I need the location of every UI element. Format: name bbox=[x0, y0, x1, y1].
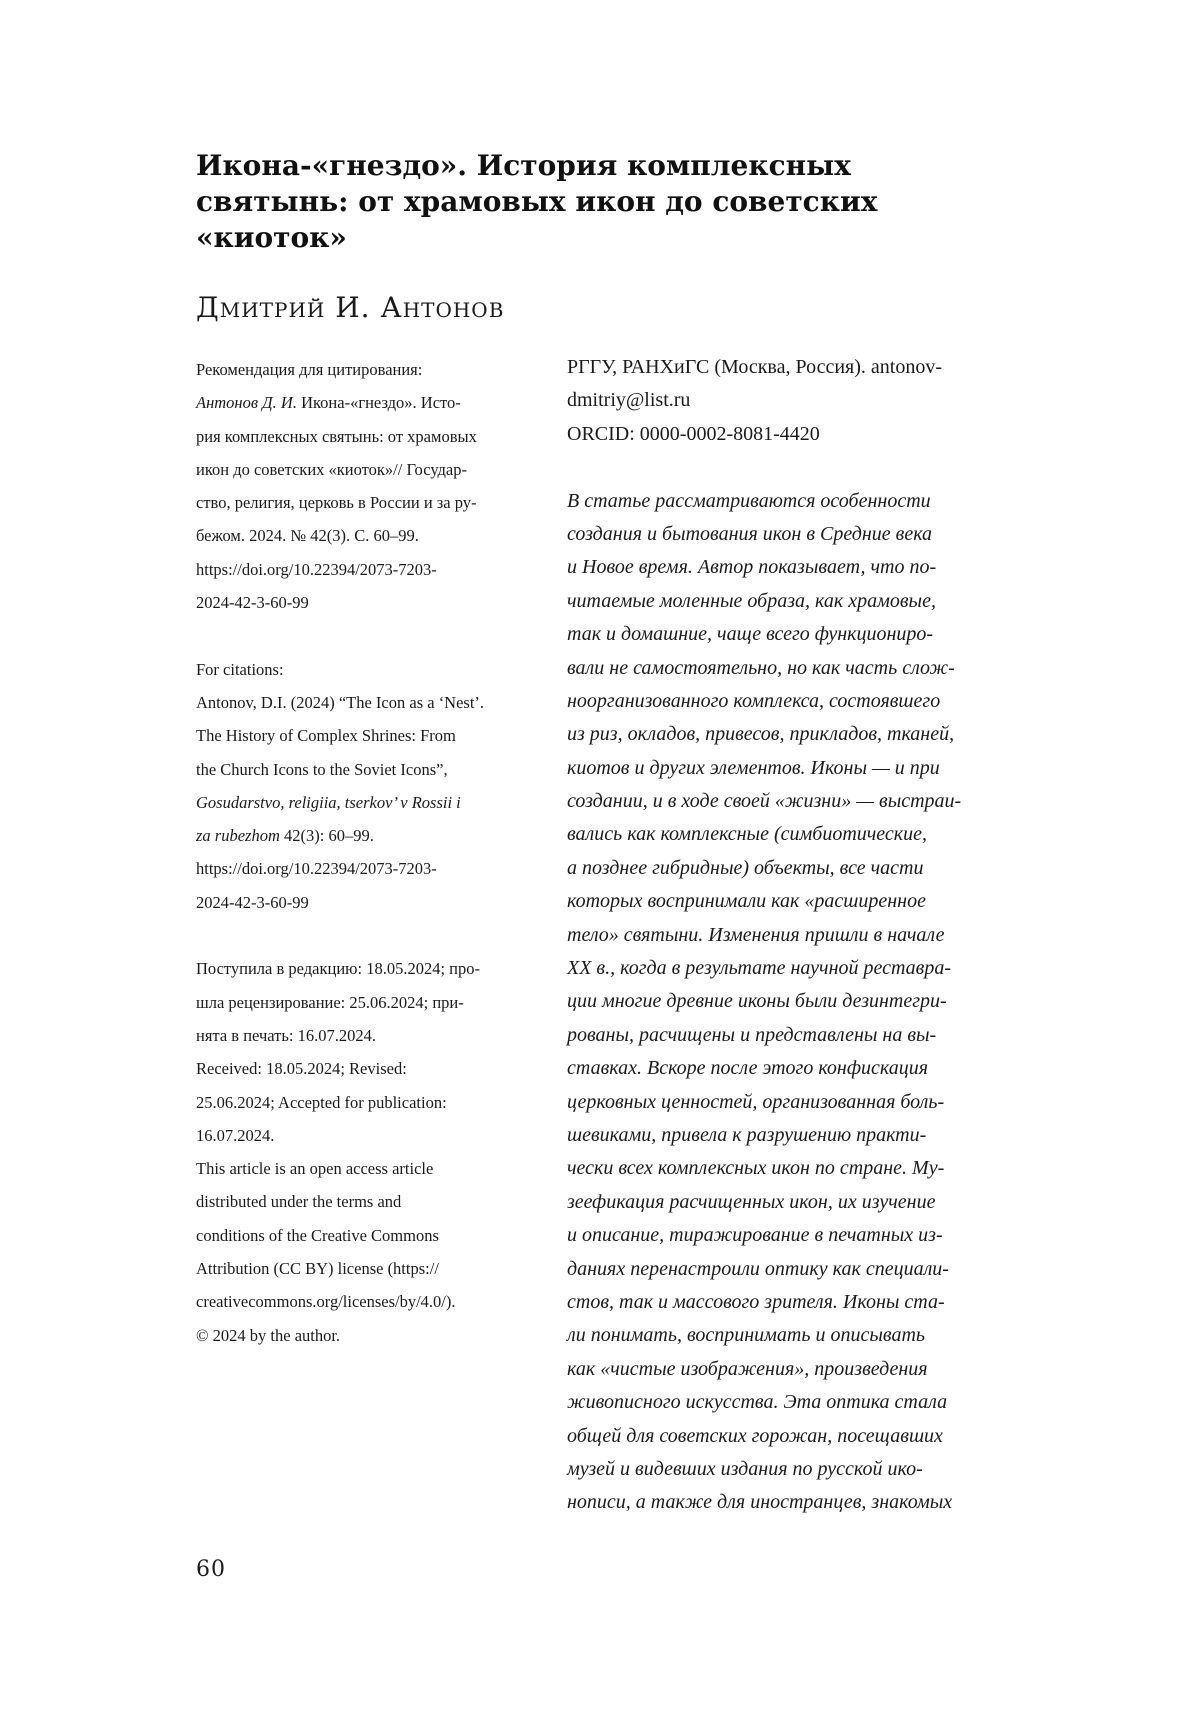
citation-en-heading: For citations: bbox=[196, 659, 284, 679]
abstract-line: живописного искусства. Эта оптика стала bbox=[567, 1391, 948, 1414]
title-line: Икона-«гнездо». История комплексных bbox=[196, 149, 851, 182]
citation-journal-italic: za rubezhom bbox=[196, 826, 280, 846]
publication-info-line: 25.06.2024; Accepted for publication: bbox=[196, 1092, 447, 1112]
publication-info-line: Поступила в редакцию: 18.05.2024; про- bbox=[196, 959, 480, 979]
abstract-line: нописи, а также для иностранцев, знакомых bbox=[567, 1491, 953, 1514]
citation-en-line: The History of Complex Shrines: From bbox=[196, 726, 456, 746]
abstract-line: создании, и в ходе своей «жизни» — выстраи- bbox=[567, 790, 962, 813]
citation-doi-link[interactable]: https://doi.org/10.22394/2073-7203- bbox=[196, 859, 437, 879]
citation-journal-italic: Gosudarstvo, religiia, tserkov’ v Rossii i bbox=[196, 792, 461, 812]
abstract-line: чески всех комплексных икон по стране. Му- bbox=[567, 1157, 945, 1180]
spacer bbox=[196, 619, 556, 652]
citation-doi-link[interactable]: 2024-42-3-60-99 bbox=[196, 593, 309, 613]
citation-ru-line: бежом. 2024. № 42(3). С. 60–99. bbox=[196, 526, 419, 546]
abstract-line: создания и бытования икон в Средние века bbox=[567, 522, 933, 545]
license-line: conditions of the Creative Commons bbox=[196, 1225, 439, 1245]
abstract-line: и описание, тиражирование в печатных из- bbox=[567, 1224, 943, 1247]
abstract-line: и Новое время. Автор показывает, что по- bbox=[567, 556, 937, 579]
abstract-line: вались как комплексные (симбиотические, bbox=[567, 823, 928, 846]
citation-doi-link[interactable]: 2024-42-3-60-99 bbox=[196, 892, 309, 912]
citation-ru-heading: Рекомендация для цитирования: bbox=[196, 360, 423, 379]
citation-ru-line: ство, религия, церковь в России и за ру- bbox=[196, 493, 477, 513]
abstract-line: ноорганизованного комплекса, состоявшего bbox=[567, 689, 941, 712]
publication-info-line: Received: 18.05.2024; Revised: bbox=[196, 1059, 407, 1079]
publication-info-line: 16.07.2024. bbox=[196, 1125, 275, 1145]
abstract-line: XX в., когда в результате научной реставра- bbox=[567, 957, 952, 980]
publication-info-line: шла рецензирование: 25.06.2024; при- bbox=[196, 992, 464, 1012]
abstract-line: читаемые моленные образа, как храмовые, bbox=[567, 589, 936, 612]
abstract-line: даниях перенастроили оптику как специали- bbox=[567, 1257, 949, 1280]
citation-en bbox=[196, 653, 556, 919]
citation-en-line: the Church Icons to the Soviet Icons”, bbox=[196, 759, 448, 779]
page-number: 60 bbox=[196, 1557, 226, 1582]
abstract-line: ставках. Вскоре после этого конфискация bbox=[567, 1057, 929, 1080]
abstract-line: шевиками, привела к разрушению практи- bbox=[567, 1123, 927, 1146]
affiliation-line: РГГУ, РАНХиГС (Москва, Россия). antonov- bbox=[567, 356, 943, 378]
citation-ru-line: икон до советских «киоток»// Государ- bbox=[196, 459, 467, 479]
abstract-line: рованы, расчищены и представлены на вы- bbox=[567, 1023, 937, 1046]
spacer bbox=[567, 451, 1017, 484]
publication-info-line: нята в печать: 16.07.2024. bbox=[196, 1025, 376, 1045]
citation-en-line bbox=[196, 819, 556, 852]
author-affiliation bbox=[567, 351, 1017, 451]
citation-doi-link[interactable]: https://doi.org/10.22394/2073-7203- bbox=[196, 559, 437, 579]
email-link[interactable]: dmitriy@list.ru bbox=[567, 389, 691, 412]
copyright-line: © 2024 by the author. bbox=[196, 1325, 341, 1345]
abstract-line: зеефикация расчищенных икон, их изучение bbox=[567, 1190, 936, 1213]
license-link[interactable]: Attribution (CC BY) license (https:// bbox=[196, 1259, 439, 1279]
title-line: «киоток» bbox=[196, 221, 347, 254]
abstract-line: как «чистые изображения», произведения bbox=[567, 1357, 928, 1380]
abstract-line: церковных ценностей, организованная боль- bbox=[567, 1090, 945, 1113]
publication-info bbox=[196, 952, 556, 1352]
orcid-line: ORCID: 0000-0002-8081-4420 bbox=[567, 422, 820, 445]
abstract-line: вали не самостоятельно, но как часть слож- bbox=[567, 656, 955, 679]
abstract-line: стов, так и массового зрителя. Иконы ста- bbox=[567, 1290, 945, 1313]
citation-ru-line: рия комплексных святынь: от храмовых bbox=[196, 426, 477, 446]
abstract-line: киотов и других элементов. Иконы — и при bbox=[567, 756, 940, 779]
license-link[interactable]: creativecommons.org/licenses/by/4.0/). bbox=[196, 1292, 456, 1312]
title-line: святынь: от храмовых икон до советских bbox=[196, 185, 878, 218]
abstract-line: так и домашние, чаще всего функциониро- bbox=[567, 623, 934, 646]
citation-column bbox=[196, 353, 556, 1352]
citation-en-line: Antonov, D.I. (2024) “The Icon as a ‘Nest’. bbox=[196, 692, 485, 712]
abstract-line: которых воспринимали как «расширенное bbox=[567, 890, 926, 913]
citation-ru-line bbox=[196, 386, 556, 419]
abstract-line: из риз, окладов, привесов, прикладов, тканей, bbox=[567, 723, 955, 746]
main-column bbox=[567, 351, 1017, 1520]
abstract-line: общей для советских горожан, посещавших bbox=[567, 1424, 943, 1447]
article-title bbox=[196, 148, 956, 256]
citation-issue: 42(3): 60–99. bbox=[279, 826, 374, 846]
citation-ru bbox=[196, 353, 556, 619]
abstract-line: ли понимать, воспринимать и описывать bbox=[567, 1324, 925, 1347]
license-line: This article is an open access article bbox=[196, 1159, 434, 1179]
license-line: distributed under the terms and bbox=[196, 1192, 402, 1212]
abstract-line: а позднее гибридные) объекты, все части bbox=[567, 856, 924, 879]
abstract bbox=[567, 485, 1017, 1520]
spacer bbox=[196, 919, 556, 952]
author-name: Дмитрий И. Антонов bbox=[196, 291, 505, 324]
abstract-line: ции многие древние иконы были дезинтегри- bbox=[567, 990, 947, 1013]
abstract-line: В статье рассматриваются особенности bbox=[567, 489, 931, 512]
citation-author-italic: Антонов Д. И. bbox=[196, 393, 297, 413]
abstract-line: музей и видевших издания по русской ико- bbox=[567, 1457, 923, 1480]
citation-text: Икона-«гнездо». Исто- bbox=[296, 393, 461, 413]
abstract-line: тело» святыни. Изменения пришли в начале bbox=[567, 923, 945, 946]
